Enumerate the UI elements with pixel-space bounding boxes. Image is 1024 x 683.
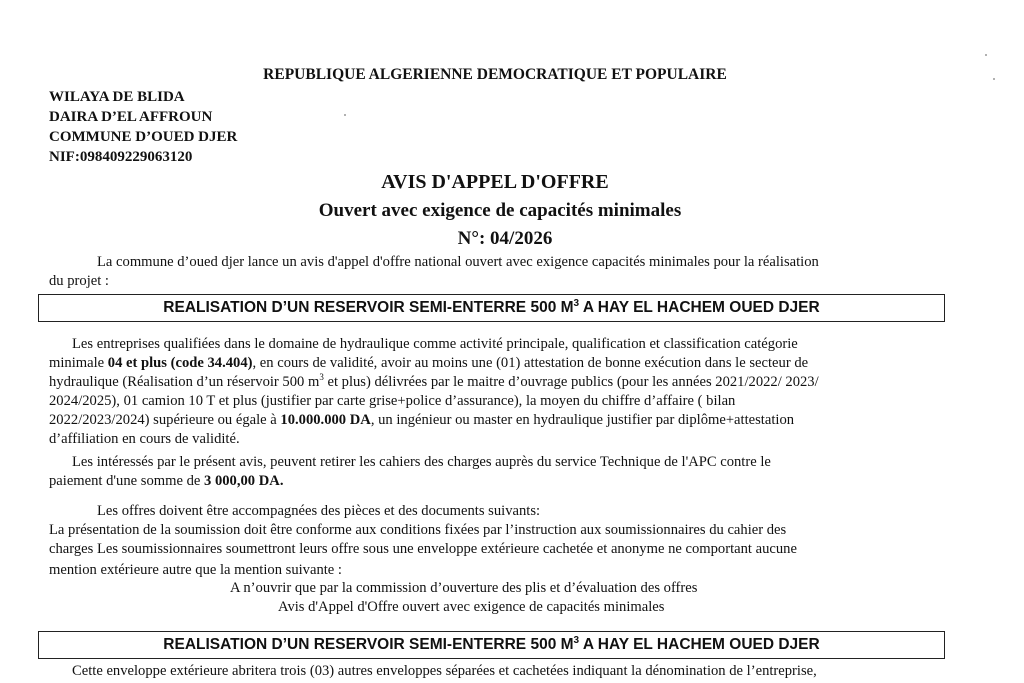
notice-title: AVIS D'APPEL D'OFFRE xyxy=(381,171,609,193)
notice-number: N°: 04/2026 xyxy=(457,228,553,249)
requirements-line-1: Les entreprises qualifiées dans le domaine de hydraulique comme activité principale, qualification et classification catégorie xyxy=(72,336,798,352)
scan-speck xyxy=(993,78,995,80)
offers-mention-1: A n’ouvrir que par la commission d’ouverture des plis et d’évaluation des offres xyxy=(230,580,698,596)
project-title-text-end: A HAY EL HACHEM OUED DJER xyxy=(579,299,820,316)
republic-header: REPUBLIQUE ALGERIENNE DEMOCRATIQUE ET POPULAIRE xyxy=(263,66,727,83)
offers-line-2: La présentation de la soumission doit être conforme aux conditions fixées par l’instruction aux soumissionnaires du cahier des xyxy=(49,522,787,538)
envelope-project-superscript: 3 xyxy=(573,634,580,646)
project-title-text: REALISATION D’UN RESERVOIR SEMI-ENTERRE 500 M xyxy=(163,299,574,316)
envelope-project-text-end: A HAY EL HACHEM OUED DJER xyxy=(579,636,820,653)
withdrawal-text: paiement d'une somme de xyxy=(49,473,205,489)
req5-bold: 10.000.000 DA xyxy=(280,412,371,428)
requirements-line-6: d’affiliation en cours de validité. xyxy=(49,431,240,447)
intro-line-2: du projet : xyxy=(49,273,109,289)
req3-sup: 3 xyxy=(319,372,324,383)
requirements-line-5 xyxy=(49,412,794,429)
req2-text-end: , en cours de validité, avoir au moins une (01) attestation de bonne exécution dans le secteur de xyxy=(252,355,809,371)
closing-line-1: Cette enveloppe extérieure abritera trois (03) autres enveloppes séparées et cachetées indiquant la dénomination de l’entreprise, xyxy=(72,663,817,679)
withdrawal-line-1: Les intéressés par le présent avis, peuvent retirer les cahiers des charges auprès du service Technique de l'APC contre le xyxy=(72,454,771,470)
commune-line: COMMUNE D’OUED DJER xyxy=(49,129,238,145)
project-title-superscript: 3 xyxy=(573,297,580,309)
intro-line-1: La commune d’oued djer lance un avis d'appel d'offre national ouvert avec exigence capacités minimales pour la réalisation xyxy=(97,254,819,270)
requirements-line-4: 2024/2025), 01 camion 10 T et plus (justifier par carte grise+police d’assurance), la moyen du chiffre d’affaire ( bilan xyxy=(49,393,736,409)
req3-text-end: et plus) délivrées par le maitre d’ouvrage publics (pour les années 2021/2022/ 2023/ xyxy=(323,374,819,390)
req2-bold: 04 et plus (code 34.404) xyxy=(107,355,253,371)
requirements-line-2 xyxy=(49,355,808,372)
offers-line-4: mention extérieure autre que la mention suivante : xyxy=(49,562,342,578)
withdrawal-amount: 3 000,00 DA. xyxy=(204,473,284,489)
req5-text: 2022/2023/2024) supérieure ou égale à xyxy=(49,412,281,428)
notice-subtitle: Ouvert avec exigence de capacités minimales xyxy=(318,200,682,221)
project-title-box xyxy=(38,294,945,322)
offers-line-1: Les offres doivent être accompagnées des pièces et des documents suivants: xyxy=(97,503,541,519)
req3-text: hydraulique (Réalisation d’un réservoir 500 m xyxy=(49,374,320,390)
requirements-line-3 xyxy=(49,374,819,391)
req2-text: minimale xyxy=(49,355,108,371)
envelope-project-box xyxy=(38,631,945,659)
scan-speck xyxy=(344,114,346,116)
req5-text-end: , un ingénieur ou master en hydraulique justifier par diplôme+attestation xyxy=(370,412,795,428)
offers-line-3: charges Les soumissionnaires soumettront leurs offre sous une enveloppe extérieure cachetée et anonyme ne comportant aucune xyxy=(49,541,797,557)
daira-line: DAIRA D’EL AFFROUN xyxy=(49,109,213,125)
offers-mention-2: Avis d'Appel d'Offre ouvert avec exigence de capacités minimales xyxy=(278,599,665,615)
wilaya-line: WILAYA DE BLIDA xyxy=(49,89,185,105)
withdrawal-line-2 xyxy=(49,473,283,490)
nif-line: NIF:098409229063120 xyxy=(49,149,193,165)
envelope-project-text: REALISATION D’UN RESERVOIR SEMI-ENTERRE 500 M xyxy=(163,636,574,653)
scan-speck xyxy=(985,54,987,56)
